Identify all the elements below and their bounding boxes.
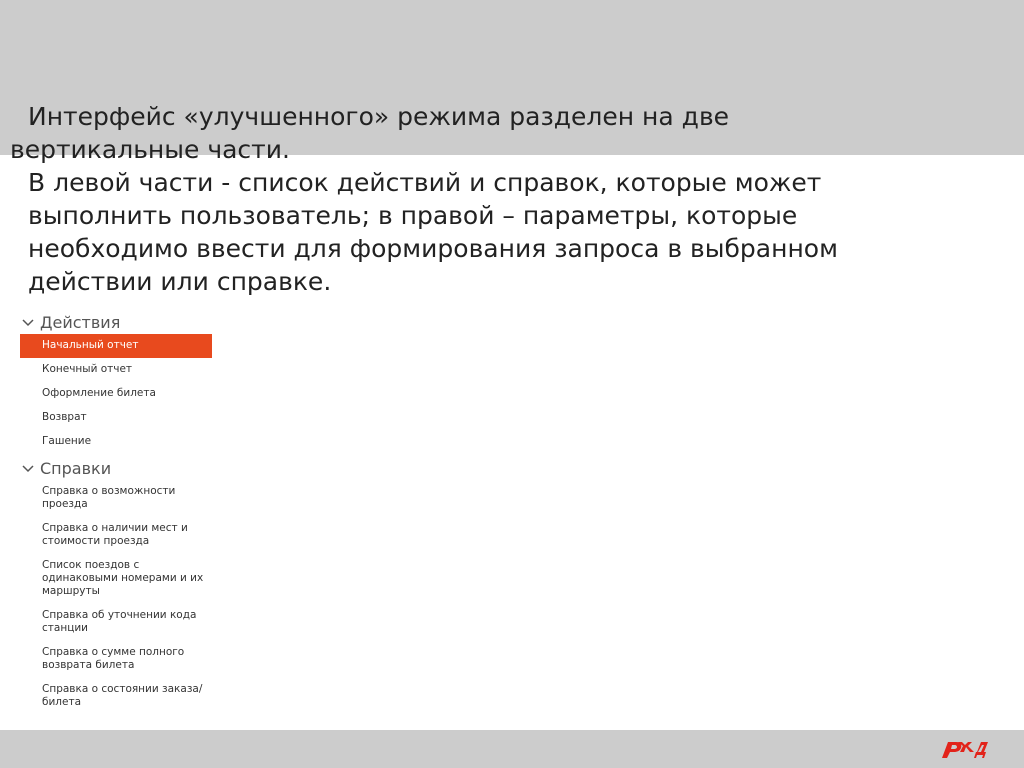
actions-group-title: Действия	[40, 312, 121, 332]
action-item-ticket-issue[interactable]: Оформление билета	[42, 387, 156, 399]
references-group-title: Справки	[40, 458, 112, 478]
chevron-down-icon	[20, 460, 36, 476]
reference-item-order-status[interactable]: Справка о состоянии заказа/билета	[42, 683, 203, 708]
description-line-1: Интерфейс «улучшенного» режима разделен на две	[28, 102, 730, 131]
reference-item-seats-and-cost[interactable]: Справка о наличии мест и стоимости проезда	[42, 522, 188, 547]
description-line-2-text: вертикальные части.	[10, 135, 290, 164]
action-item-initial-report[interactable]: Начальный отчет	[20, 334, 212, 358]
chevron-down-icon	[20, 314, 36, 330]
action-item-cancellation[interactable]: Гашение	[42, 435, 92, 447]
description-paragraph-2: В левой части - список действий и справок, которые может выполнить пользователь; в правой – параметры, которые необходимо ввести для формирования запроса в выбранном действии или справке.	[10, 166, 930, 298]
description-text	[10, 100, 930, 298]
description-line-2	[10, 133, 930, 166]
bottom-band	[0, 730, 1024, 768]
action-item-refund[interactable]: Возврат	[42, 411, 87, 423]
actions-group-header[interactable]	[20, 310, 212, 334]
reference-item-full-refund-sum[interactable]: Справка о сумме полного возврата билета	[42, 646, 185, 671]
references-group-header[interactable]	[20, 456, 212, 480]
reference-item-station-code[interactable]: Справка об уточнении кода станции	[42, 609, 197, 634]
rzd-logo	[936, 736, 992, 762]
reference-item-travel-possibility[interactable]: Справка о возможности проезда	[42, 485, 176, 510]
action-item-final-report[interactable]: Конечный отчет	[42, 363, 133, 375]
actions-panel	[20, 310, 212, 715]
reference-item-trains-same-numbers[interactable]: Список поездов с одинаковыми номерами и их маршруты	[42, 559, 204, 597]
